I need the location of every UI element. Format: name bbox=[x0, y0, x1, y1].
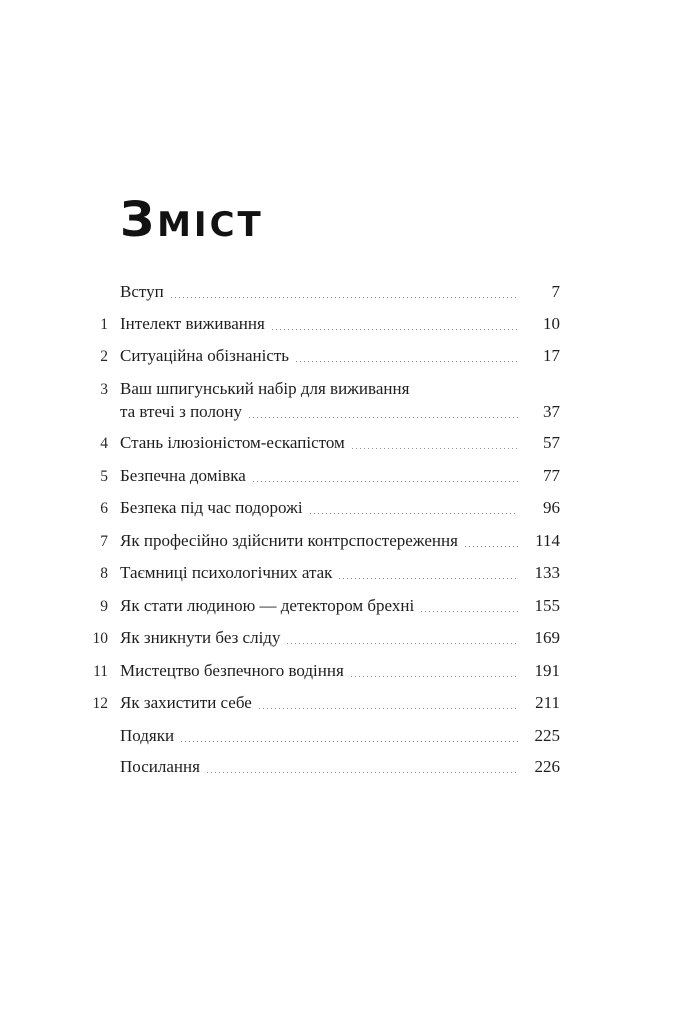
page-number: 133 bbox=[534, 563, 560, 582]
page-number: 114 bbox=[535, 530, 560, 550]
entry-title: Ситуаційна обізнаність bbox=[120, 346, 290, 365]
entry-title: Посилання bbox=[120, 757, 200, 776]
toc-entry-body bbox=[120, 561, 560, 584]
dotted-leader bbox=[171, 280, 518, 303]
toc-entry-body bbox=[120, 724, 560, 747]
entry-title: Стань ілюзіоністом-ескапістом bbox=[120, 433, 345, 452]
dotted-leader bbox=[272, 312, 518, 335]
chapter-number: 12 bbox=[92, 695, 108, 712]
toc-entry-body bbox=[120, 626, 560, 649]
toc-entry-last-line bbox=[120, 691, 560, 714]
dotted-leader bbox=[181, 724, 518, 747]
toc-entry-last-line bbox=[120, 755, 560, 778]
chapter-number: 6 bbox=[100, 500, 108, 517]
chapter-number: 7 bbox=[100, 532, 108, 550]
entry-title: Таємниці психологічних атак bbox=[120, 563, 333, 582]
toc-entry-body bbox=[120, 529, 560, 552]
dotted-leader bbox=[310, 496, 518, 519]
entry-title: Безпечна домівка bbox=[120, 465, 246, 485]
toc-entry-last-line bbox=[120, 626, 560, 649]
entry-title: Як стати людиною — детектором брехні bbox=[120, 595, 415, 615]
page-number: 211 bbox=[535, 693, 560, 712]
page-number: 155 bbox=[534, 595, 560, 615]
toc-entry-last-line bbox=[120, 724, 560, 747]
chapter-number: 2 bbox=[100, 348, 108, 365]
toc-entry-last-line bbox=[120, 400, 560, 423]
toc-entry bbox=[88, 561, 560, 585]
chapter-number: 3 bbox=[100, 380, 108, 398]
dotted-leader bbox=[339, 561, 518, 584]
toc-entry-body bbox=[120, 464, 560, 487]
page-number: 96 bbox=[543, 498, 560, 517]
entry-title: Мистецтво безпечного водіння bbox=[120, 660, 344, 680]
toc-entry bbox=[88, 377, 560, 423]
page-number: 17 bbox=[543, 346, 560, 365]
entry-title: Як зникнути без сліду bbox=[120, 628, 281, 647]
dotted-leader bbox=[253, 464, 518, 487]
entry-title: Безпека під час подорожі bbox=[120, 498, 303, 517]
page-number: 77 bbox=[543, 465, 560, 485]
toc-entry-body bbox=[120, 312, 560, 335]
dotted-leader bbox=[465, 529, 518, 552]
toc-entry bbox=[88, 691, 560, 715]
toc-entry-last-line bbox=[120, 312, 560, 335]
toc-entry-last-line bbox=[120, 464, 560, 487]
toc-entry-last-line bbox=[120, 594, 560, 617]
toc-entry-body bbox=[120, 691, 560, 714]
entry-title-line: Ваш шпигунський набір для виживання bbox=[120, 378, 410, 398]
page-number: 169 bbox=[534, 628, 560, 647]
toc-entry-last-line bbox=[120, 280, 560, 303]
chapter-number: 4 bbox=[100, 435, 108, 452]
toc-entry bbox=[88, 344, 560, 368]
toc-entry-body bbox=[120, 280, 560, 303]
page-number: 57 bbox=[543, 433, 560, 452]
entry-title: та втечі з полону bbox=[120, 401, 243, 421]
page-number: 225 bbox=[534, 725, 560, 745]
toc-entry-body bbox=[120, 496, 560, 519]
toc-entry bbox=[88, 659, 560, 683]
dotted-leader bbox=[296, 344, 518, 367]
toc-entry-last-line bbox=[120, 529, 560, 552]
toc-entry-last-line bbox=[120, 561, 560, 584]
page-title: Зміст bbox=[120, 192, 264, 248]
chapter-number: 11 bbox=[93, 662, 108, 680]
toc-entry-last-line bbox=[120, 659, 560, 682]
dotted-leader bbox=[259, 691, 518, 714]
toc-entry bbox=[88, 431, 560, 455]
page-number: 37 bbox=[543, 401, 560, 421]
toc-entry bbox=[88, 312, 560, 336]
entry-title: Інтелект виживання bbox=[120, 313, 265, 333]
toc-entry-body bbox=[120, 377, 560, 423]
chapter-number: 1 bbox=[100, 315, 108, 333]
entry-title: Вступ bbox=[120, 282, 164, 301]
chapter-number: 9 bbox=[100, 597, 108, 615]
toc-entry-last-line bbox=[120, 344, 560, 367]
toc-entry-body bbox=[120, 431, 560, 454]
chapter-number: 10 bbox=[92, 630, 108, 647]
dotted-leader bbox=[207, 755, 518, 778]
toc-entry bbox=[88, 594, 560, 618]
entry-title: Як захистити себе bbox=[120, 693, 252, 712]
dotted-leader bbox=[351, 659, 518, 682]
page-number: 226 bbox=[534, 757, 560, 776]
dotted-leader bbox=[249, 400, 518, 423]
dotted-leader bbox=[352, 431, 518, 454]
dotted-leader bbox=[287, 626, 518, 649]
chapter-number: 5 bbox=[100, 467, 108, 485]
toc-entry bbox=[88, 626, 560, 650]
toc-entry bbox=[88, 724, 560, 747]
toc-entry-body bbox=[120, 755, 560, 778]
page-number: 7 bbox=[551, 282, 560, 301]
toc-entry-body bbox=[120, 659, 560, 682]
page-number: 10 bbox=[543, 313, 560, 333]
entry-title: Подяки bbox=[120, 725, 175, 745]
toc-entry bbox=[88, 464, 560, 488]
page-number: 191 bbox=[534, 660, 560, 680]
toc-entry bbox=[88, 529, 560, 553]
toc-entry bbox=[88, 280, 560, 303]
toc-entry-last-line bbox=[120, 496, 560, 519]
entry-title: Як професійно здійснити контрспостереження bbox=[120, 530, 458, 550]
toc-entry-body bbox=[120, 344, 560, 367]
toc-entry bbox=[88, 755, 560, 778]
toc-entry-last-line bbox=[120, 431, 560, 454]
chapter-number: 8 bbox=[100, 565, 108, 582]
toc-entry-body bbox=[120, 594, 560, 617]
dotted-leader bbox=[421, 594, 518, 617]
table-of-contents bbox=[88, 280, 560, 778]
toc-entry bbox=[88, 496, 560, 520]
